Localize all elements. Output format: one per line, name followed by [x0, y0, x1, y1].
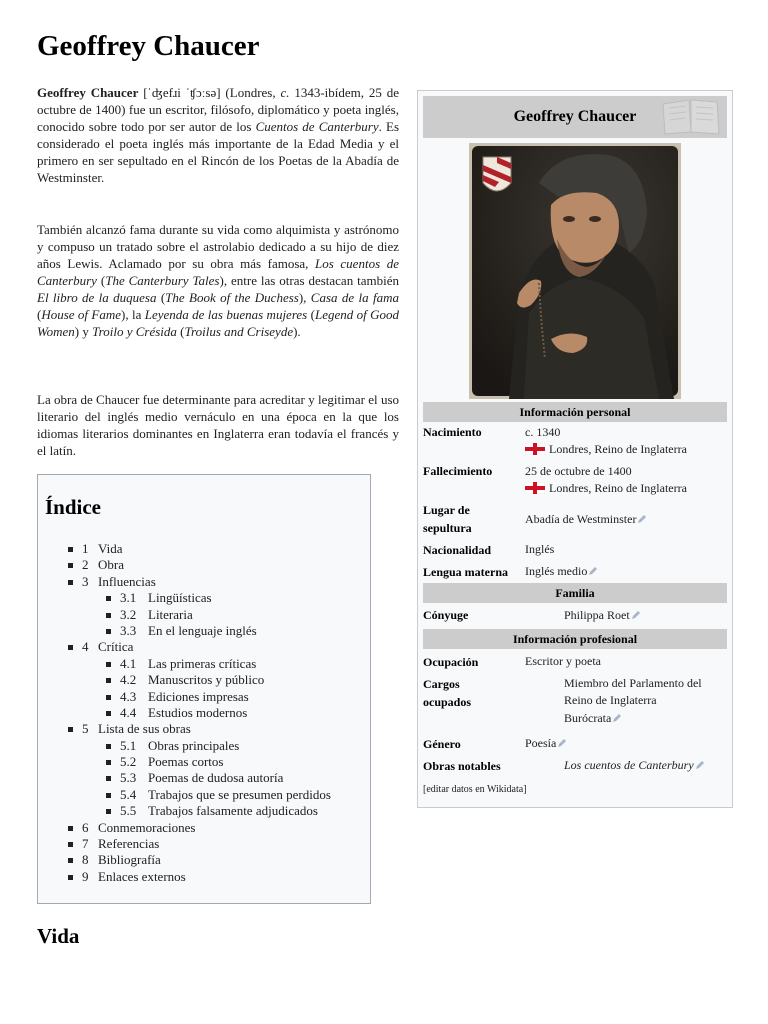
bullet-icon	[106, 776, 111, 781]
toc-item-number: 5.3	[120, 770, 137, 786]
value-birth-place[interactable]	[525, 441, 687, 458]
work-title[interactable]: Los cuentos de Canterbury	[37, 256, 399, 288]
toc-item-label[interactable]: Manuscritos y público	[148, 672, 265, 688]
section-header-personal: Información personal	[423, 402, 727, 422]
toc-item[interactable]	[38, 639, 370, 655]
pencil-icon[interactable]	[637, 514, 647, 524]
toc-item-label[interactable]: Las primeras críticas	[148, 655, 257, 671]
bullet-icon	[106, 678, 111, 683]
bullet-icon	[68, 580, 73, 585]
toc-item-label[interactable]: Ediciones impresas	[148, 688, 249, 704]
toc-item[interactable]	[38, 852, 370, 868]
toc-item-number: 3.1	[120, 590, 137, 606]
toc-list	[38, 541, 370, 885]
toc-item-label[interactable]: Obras principales	[148, 737, 240, 753]
link-cuentos-de-canterbury[interactable]: Cuentos de Canterbury	[255, 119, 379, 134]
bullet-icon	[106, 744, 111, 749]
toc-item[interactable]	[38, 623, 370, 639]
label-obras-notables: Obras notables	[423, 759, 501, 773]
toc-item-label[interactable]: Crítica	[98, 639, 134, 655]
toc-item[interactable]	[38, 754, 370, 770]
work-title-en: The Canterbury Tales	[105, 273, 220, 288]
toc-item-label[interactable]: Poemas de dudosa autoría	[148, 770, 284, 786]
p2-text: (	[176, 324, 185, 339]
p2-text: ), la	[121, 307, 145, 322]
toc-item[interactable]	[38, 672, 370, 688]
toc-item-number: 6	[82, 819, 89, 835]
value-position-1[interactable]: Miembro del Parlamento del	[564, 676, 702, 690]
toc-item-number: 3.2	[120, 606, 137, 622]
p2-text: (	[96, 273, 106, 288]
work-title-en: The Book of the Duchess	[165, 290, 299, 305]
label-lengua-materna: Lengua materna	[423, 565, 508, 579]
bullet-icon	[68, 842, 73, 847]
toc-item-label[interactable]: Enlaces externos	[98, 868, 186, 884]
england-flag-icon	[525, 482, 545, 494]
toc-item-label[interactable]: Estudios modernos	[148, 704, 248, 720]
intro-text: 1343-ibídem, 25 de octubre de 1400) fue un escritor, filósofo, diplomático y poeta inglés, conocido sobre todo por ser autor de los	[37, 85, 399, 134]
value-birth-date: c. 1340	[525, 425, 561, 439]
edit-wikidata-link[interactable]: [editar datos en Wikidata]	[423, 784, 527, 795]
p2-text: También alcanzó fama durante su vida como alquimista y astrónomo y compuso un tratado sobre el astrolabio dedicado a su hijo de diez años Lewis. Aclamado por su obra más famosa,	[37, 222, 399, 271]
toc-item-number: 2	[82, 557, 89, 573]
bullet-icon	[106, 613, 111, 618]
toc-item[interactable]	[38, 705, 370, 721]
toc-item-label[interactable]: Literaria	[148, 606, 193, 622]
bullet-icon	[68, 645, 73, 650]
bullet-icon	[68, 563, 73, 568]
toc-item-number: 5.1	[120, 737, 137, 753]
subject-name: Geoffrey Chaucer	[37, 85, 139, 100]
section-header-professional: Información profesional	[423, 629, 727, 649]
bullet-icon	[106, 793, 111, 798]
value-occupation: Escritor y poeta	[525, 654, 601, 668]
toc-item-label[interactable]: En el lenguaje inglés	[148, 622, 257, 638]
pencil-icon[interactable]	[695, 760, 705, 770]
pronunciation: [ˈʤefɹi ˈʧɔːsə] (Londres,	[138, 85, 281, 100]
intro-paragraph-3: La obra de Chaucer fue determinante para acreditar y legitimar el uso literario del inglés medio vernáculo en una época en la que los idiomas literarios dominantes en Inglaterra eran todavía el francés y el latín.	[37, 392, 399, 458]
toc-item-number: 4.4	[120, 704, 137, 720]
toc-item-label[interactable]: Trabajos que se presumen perdidos	[148, 786, 331, 802]
work-title-en: Legend of Good Women	[37, 307, 399, 339]
label-nacimiento: Nacimiento	[423, 425, 482, 439]
p2-text: (	[37, 307, 42, 322]
value-spouse[interactable]	[564, 607, 641, 624]
pencil-icon[interactable]	[588, 566, 598, 576]
toc-item[interactable]	[38, 721, 370, 737]
toc-item[interactable]	[38, 738, 370, 754]
bullet-icon	[106, 629, 111, 634]
toc-item-label[interactable]: Poemas cortos	[148, 754, 224, 770]
toc-item-number: 4	[82, 639, 89, 655]
toc-item[interactable]	[38, 574, 370, 590]
position-3-link[interactable]: Burócrata	[564, 711, 612, 725]
label-lugar-sepultura: Lugar de sepultura	[423, 503, 472, 535]
value-death-date: 25 de octubre de 1400	[525, 464, 632, 478]
toc-item-label[interactable]: Bibliografía	[98, 852, 161, 868]
toc-item-label[interactable]: Vida	[98, 541, 123, 556]
toc-item-number: 5.5	[120, 803, 137, 819]
value-position-3[interactable]	[564, 710, 622, 727]
work-title[interactable]: Troilo y Crésida	[92, 324, 177, 339]
work-title[interactable]: El libro de la duquesa	[37, 290, 157, 305]
toc-title: Índice	[45, 495, 102, 519]
toc-item-label[interactable]: Conmemoraciones	[98, 819, 196, 835]
value-genre[interactable]	[525, 735, 567, 752]
toc-item-number: 7	[82, 836, 89, 852]
toc-item-label[interactable]: Trabajos falsamente adjudicados	[148, 803, 318, 819]
table-of-contents	[37, 474, 371, 904]
p2-text: ).	[293, 324, 301, 339]
bullet-icon	[106, 711, 111, 716]
work-title-en: House of Fame	[41, 307, 122, 322]
toc-item[interactable]	[38, 836, 370, 852]
work-title-en: Troilus and Criseyde	[184, 324, 294, 339]
toc-item[interactable]	[38, 689, 370, 705]
value-burial[interactable]	[525, 511, 647, 528]
toc-item-label[interactable]: Obra	[98, 557, 124, 573]
bullet-icon	[106, 596, 111, 601]
label-conyuge: Cónyuge	[423, 608, 469, 622]
bullet-icon	[68, 858, 73, 863]
bullet-icon	[68, 727, 73, 732]
toc-item-label[interactable]: Lingüísticas	[148, 590, 212, 606]
toc-item-number: 4.3	[120, 688, 137, 704]
toc-item-number: 3.3	[120, 622, 137, 638]
infobox-title: Geoffrey Chaucer	[513, 108, 637, 125]
bullet-icon	[106, 809, 111, 814]
value-position-2[interactable]: Reino de Inglaterra	[564, 693, 657, 707]
death-place-link[interactable]: Londres, Reino de Inglaterra	[549, 481, 687, 495]
work-title[interactable]: Leyenda de las buenas mujeres	[144, 307, 308, 322]
genre-link[interactable]: Poesía	[525, 736, 557, 750]
work-title[interactable]: Casa de la fama	[310, 290, 399, 305]
toc-item-number: 5.4	[120, 786, 137, 802]
toc-item-number: 8	[82, 852, 89, 868]
infobox	[417, 90, 733, 808]
intro-paragraph-2	[37, 221, 399, 340]
p2-text: ),	[298, 290, 311, 305]
toc-item-number: 4.2	[120, 672, 137, 688]
infobox-header	[423, 96, 727, 138]
birth-place-link[interactable]: Londres, Reino de Inglaterra	[549, 442, 687, 456]
toc-item-label[interactable]: Lista de sus obras	[98, 721, 191, 737]
spouse-link[interactable]: Philippa Roet	[564, 608, 630, 622]
bullet-icon	[106, 662, 111, 667]
pencil-icon[interactable]	[631, 610, 641, 620]
toc-item[interactable]	[38, 820, 370, 836]
p2-text: (	[307, 307, 315, 322]
intro-text-end: . Es considerado el poeta inglés más importante de la Edad Media y el primero en ser sepultado en el Rincón de los Poetas de la Abadía de Westminster.	[37, 119, 400, 185]
toc-item[interactable]	[38, 770, 370, 786]
p2-text: (	[156, 290, 166, 305]
toc-item[interactable]	[38, 656, 370, 672]
toc-item[interactable]	[38, 590, 370, 606]
toc-item[interactable]	[38, 541, 370, 557]
section-heading-vida: Vida	[37, 924, 80, 948]
toc-item-number: 4.1	[120, 655, 137, 671]
label-fallecimiento: Fallecimiento	[423, 464, 493, 478]
value-death-place[interactable]	[525, 480, 687, 497]
pencil-icon[interactable]	[612, 713, 622, 723]
bullet-icon	[106, 695, 111, 700]
toc-item[interactable]	[38, 787, 370, 803]
p2-text: ) y	[74, 324, 93, 339]
toc-item[interactable]	[38, 607, 370, 623]
value-language[interactable]	[525, 563, 598, 580]
toc-item-number: 3	[82, 573, 89, 589]
toc-item[interactable]	[38, 557, 370, 573]
intro-paragraph-1	[37, 84, 399, 186]
england-flag-icon	[525, 443, 545, 455]
language-link[interactable]: Inglés medio	[525, 564, 588, 578]
p2-text: ), entre las otras destacan también	[219, 273, 399, 288]
bullet-icon	[68, 875, 73, 880]
toc-item-label[interactable]: Influencias	[98, 573, 156, 589]
works-link[interactable]: Los cuentos de Canterbury	[564, 758, 694, 772]
label-nacionalidad: Nacionalidad	[423, 543, 492, 557]
toc-item-number: 9	[82, 868, 89, 884]
toc-item-number: 1	[82, 541, 89, 556]
section-header-family: Familia	[423, 583, 727, 603]
value-works[interactable]	[564, 757, 705, 774]
toc-item-label[interactable]: Referencias	[98, 836, 160, 852]
bullet-icon	[68, 547, 73, 552]
label-genero: Género	[423, 737, 461, 751]
toc-item[interactable]	[38, 869, 370, 885]
label-ocupacion: Ocupación	[423, 655, 479, 669]
portrait-image[interactable]	[469, 143, 681, 399]
bullet-icon	[68, 826, 73, 831]
circa: c.	[280, 85, 290, 100]
toc-item[interactable]	[38, 803, 370, 819]
pencil-icon[interactable]	[557, 738, 567, 748]
page-title: Geoffrey Chaucer	[37, 30, 260, 62]
bullet-icon	[106, 760, 111, 765]
toc-item-number: 5	[82, 721, 89, 737]
label-cargos-ocupados: Cargos ocupados	[423, 677, 472, 709]
value-nationality: Inglés	[525, 542, 555, 556]
burial-link[interactable]: Abadía de Westminster	[525, 512, 637, 526]
toc-item-number: 5.2	[120, 754, 137, 770]
